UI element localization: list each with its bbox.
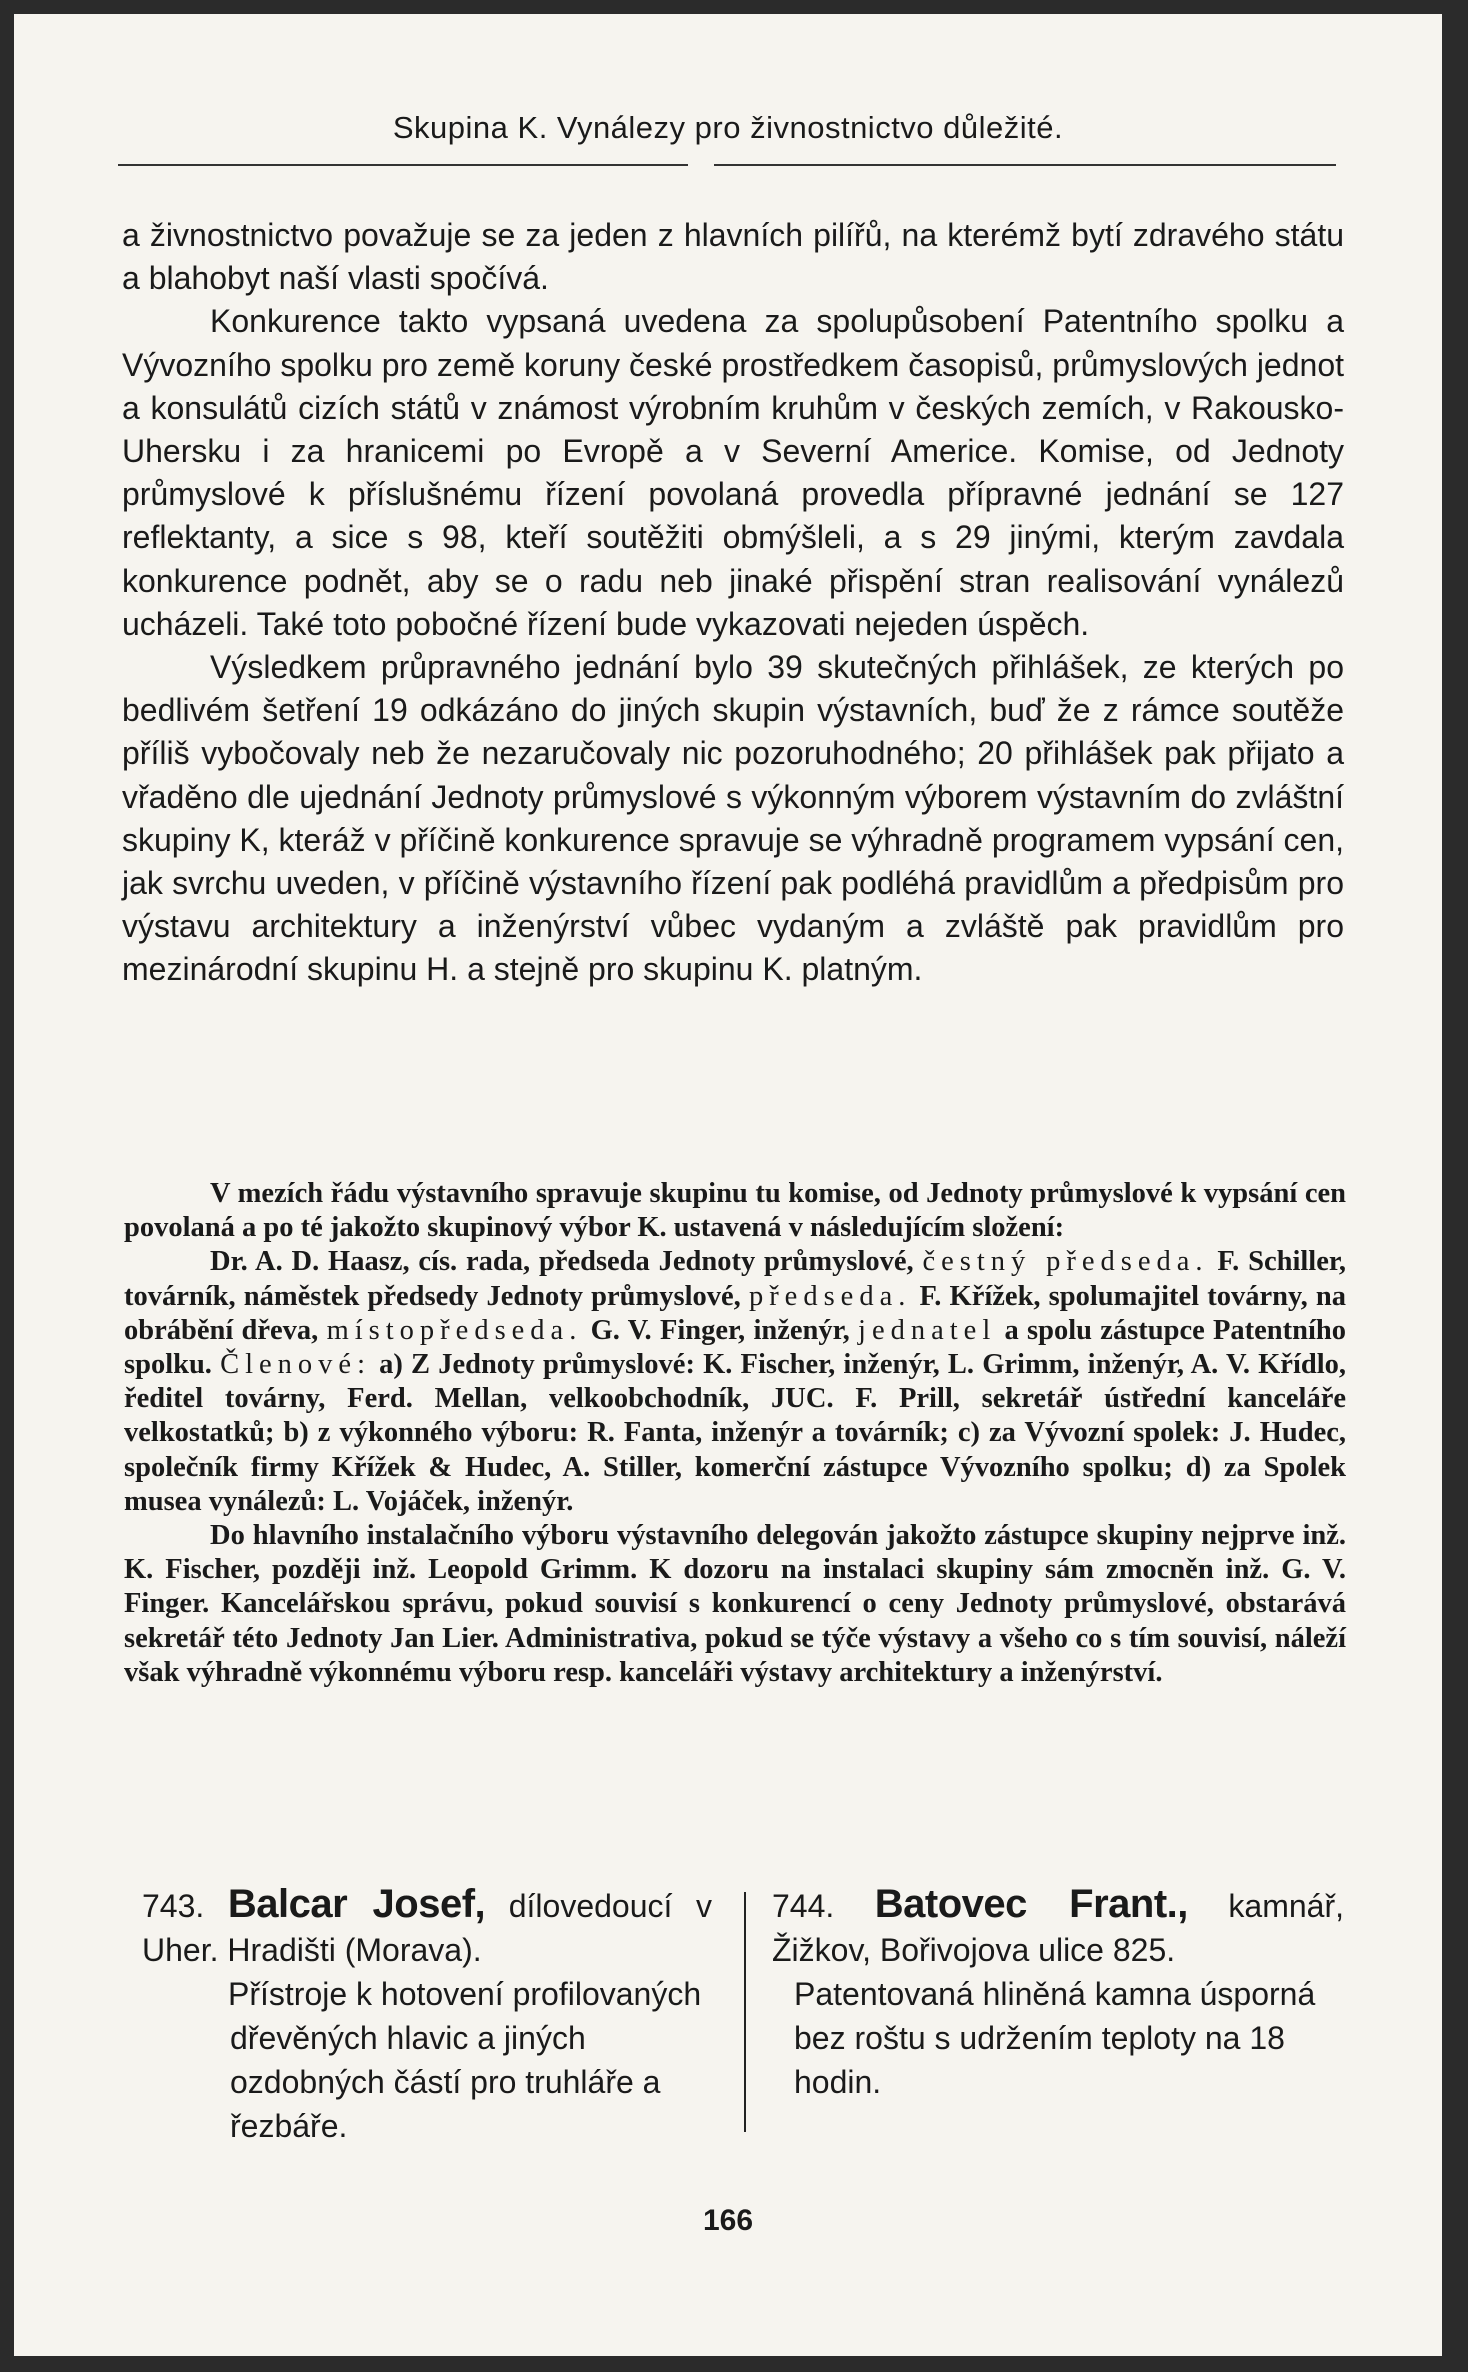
column-divider (744, 1892, 746, 2132)
role-label: předseda. (748, 1280, 912, 1312)
paragraph-3: Výsledkem průpravného jednání bylo 39 skutečných přihlášek, ze kterých po bedlivém šetření 19 odkázáno do jiných skupin výstavních, buď že z rámce soutěže příliš vybočovaly neb že nezaručovaly nic pozoruhodného; 20 přihlášek pak přijato a vřaděno dle ujednání Jednoty průmyslové s výkonným výborem výstavním do zvláštní skupiny K, kteráž v příčině konkurence spravuje se výhradně programem vypsání cen, jak svrchu uveden, v příčině výstavního řízení pak podléhá pravidlům a předpisům pro výstavu architektury a inženýrství vůbec vydaným a zvláště pak pravidlům pro mezinárodní skupinu H. a stejně pro skupinu K. platným. (122, 649, 1344, 988)
committee-text (124, 1177, 1346, 1690)
page-number: 166 (702, 2204, 754, 2237)
installation-paragraph: Do hlavního instalačního výboru výstavního delegován jakožto zástupce skupiny nejprve inž. K. Fischer, později inž. Leopold Grimm. K dozoru na instalaci skupiny sám zmocněn inž. G. V. Finger. Kancelářskou správu, pokud souvisí s konkurencí o ceny Jednoty průmyslové, obstarává sekretář této Jednoty Jan Lier. Administrativa, pokud se týče výstavy a všeho co s tím souvisí, náleží však výhradně výkonnému výboru resp. kanceláři výstavy architektury a inženýrství. (124, 1520, 1346, 1688)
role-label: Členové: (220, 1349, 371, 1381)
committee-members (124, 1245, 1346, 1519)
header-rule-right (714, 164, 1336, 166)
paragraph-2: Konkurence takto vypsaná uvedena za spolupůsobení Patentního spolku a Vývozního spolku pro země koruny české prostředkem časopisů, průmyslových jednot a konsulátů cizích států v známost výrobním kruhům v českých zemích, v Rakousko- Uhersku i za hranicemi po Evropě a v Severní Americe. Komise, od Jednoty průmyslové k příslušnému řízení povolaná provedla přípravné jednání se 127 reflektanty, a sice s 98, kteří soutěžiti obmýšleli, a s 29 jinými, kterým zavdala konkurence podnět, aby se o radu neb jinaké přispění stran realisování vynálezů ucházeli. Také toto pobočné řízení bude vykazovati nejeden úspěch. (122, 303, 1344, 642)
committee-intro: V mezích řádu výstavního spravuje skupinu tu komise, od Jednoty průmyslové k vypsání cen povolaná a po té jakožto skupinový výbor K. ustavená v následujícím složení: (124, 1178, 1346, 1244)
entry-name: Batovec Frant., (874, 1882, 1188, 1926)
role-label: jednatel (858, 1314, 997, 1346)
entry-description: Přístroje k hotovení profilovaných dřevěných hlavic a jiných ozdobných částí pro truhláře a řezbáře. (228, 1976, 702, 2144)
member-text: Dr. A. D. Haasz, cís. rada, předseda Jednoty průmyslové, (210, 1246, 914, 1278)
entry-743 (142, 1882, 712, 2148)
member-text: F. Křížek, spolumajitel továrny, na obrábění dřeva, (124, 1280, 1347, 1346)
entry-address: dílovedoucí v Uher. Hradišti (Morava). (142, 1888, 712, 1968)
header-rule-left (118, 164, 688, 166)
entry-number: 743. (142, 1888, 205, 1924)
running-header: Skupina K. Vynálezy pro živnostnictvo důležité. (392, 110, 1064, 145)
main-text (122, 214, 1344, 992)
paragraph-1: a živnostnictvo považuje se za jeden z hlavních pilířů, na kterémž bytí zdravého státu a blahobyt naší vlasti spočívá. (122, 217, 1344, 297)
role-label: čestný předseda. (922, 1246, 1209, 1278)
member-text: G. V. Finger, inženýr, (590, 1314, 850, 1346)
role-label: místopředseda. (326, 1314, 583, 1346)
member-text: F. Schiller, továrník, náměstek předsedy Jednoty průmyslové, (124, 1246, 1347, 1312)
member-text: a) Z Jednoty průmyslové: K. Fischer, inženýr, L. Grimm, inženýr, A. V. Křídlo, ředitel továrny, Ferd. Mellan, velkoobchodník, JUC. F. Prill, sekretář ústřední kanceláře velkostatků; b) z výkonného výboru: R. Fanta, inženýr a továrník; c) za Vývozní spolek: J. Hudec, společník firmy Křížek & Hudec, A. Stiller, komerční zástupce Vývozního spolku; d) za Spolek musea vynálezů: L. Vojáček, inženýr. (124, 1349, 1347, 1517)
entry-description: Patentovaná hliněná kamna úsporná bez roštu s udržením teploty na 18 hodin. (794, 1976, 1316, 2100)
member-text: a spolu zástupce Patentního spolku. (124, 1314, 1347, 1381)
entry-heading (772, 1882, 1344, 1972)
entry-heading (142, 1882, 712, 1972)
entry-number: 744. (772, 1888, 835, 1924)
entry-name: Balcar Josef, (227, 1882, 486, 1926)
entry-address: kamnář, Žižkov, Bořivojova ulice 825. (772, 1888, 1344, 1968)
entry-744 (772, 1882, 1344, 2104)
document-page (14, 14, 1442, 2356)
